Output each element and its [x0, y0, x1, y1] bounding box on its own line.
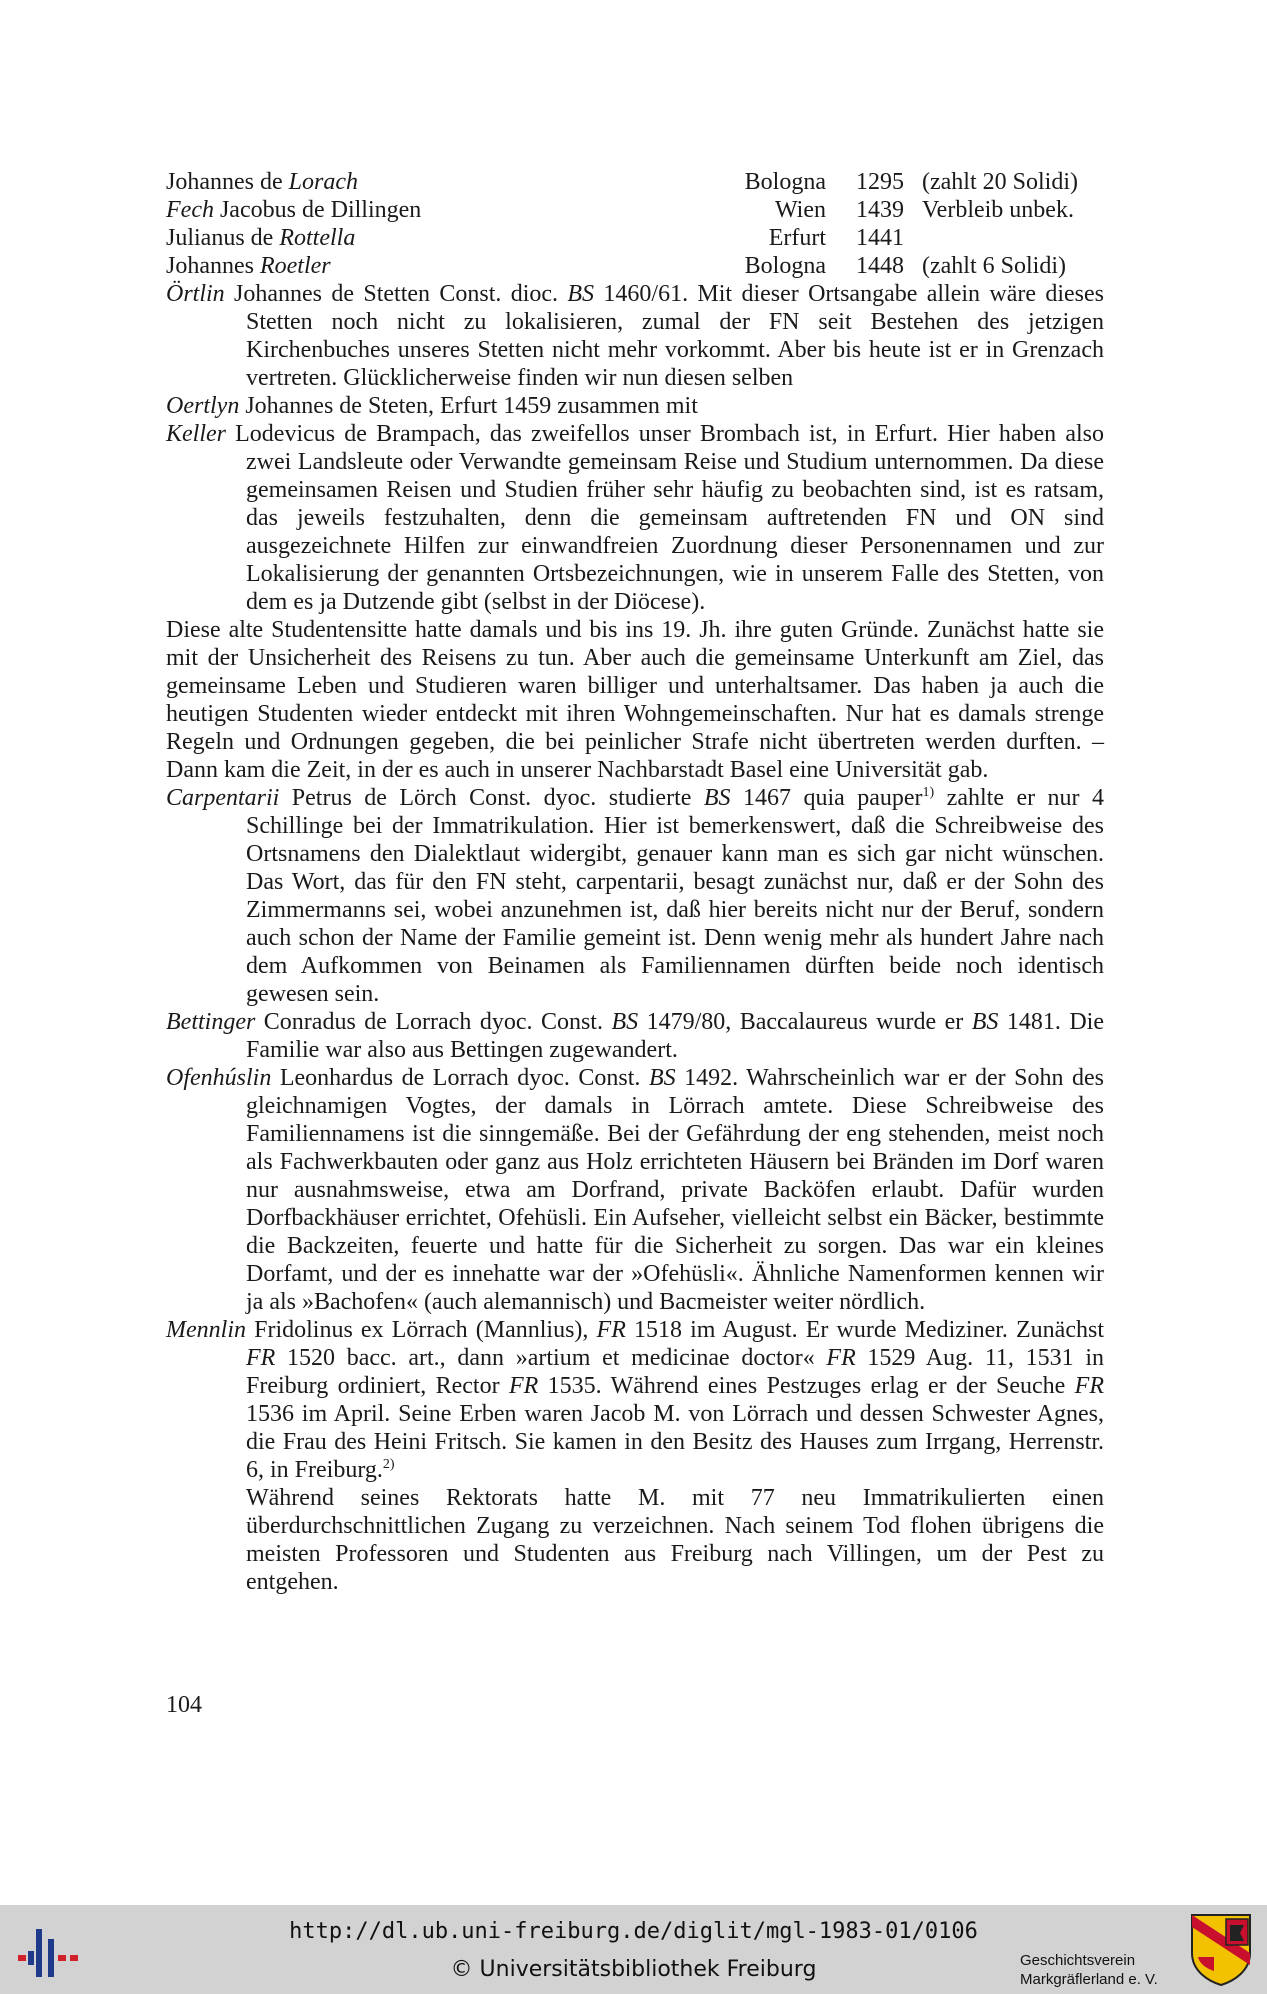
- place-cell: Erfurt: [768, 225, 826, 251]
- coat-of-arms-icon: [1190, 1913, 1252, 1987]
- entry-ofenhuslin: Ofenhúslin Leonhardus de Lorrach dyoc. Const. BS 1492. Wahrscheinlich war er der Sohn des gleichnamigen Vogtes, der damals in Lörrach amtete. Diese Schreibweise des Familiennamens ist die sinngemäße. Bei der Gefährdung der eng stehenden, meist noch als Fachwerkbauten oder ganz aus Holz errichteten Häusern bei Bränden im Dorf waren nur ausnahmsweise, etwa am Dorfrand, private Backöfen erlaubt. Dafür wurden Dorfbackhäuser errichtet, Ofehüsli. Ein Aufseher, vielleicht selbst ein Bäcker, bestimmte die Backzeiten, feuerte und hatte für die Sicherheit zu sorgen. Das war ein kleines Dorfamt, und der es innehatte war der »Ofehüsli«. Ähnliche Namenformen kennen wir ja als »Bachofen« (auch alemannisch) und Bacmeister weiter nördlich.: [166, 1065, 1104, 1315]
- entry-mennlin: Mennlin Fridolinus ex Lörrach (Mannlius), FR 1518 im August. Er wurde Mediziner. Zunächst FR 1520 bacc. art., dann »artium et medicinae doctor« FR 1529 Aug. 11, 1531 in Freiburg ordiniert, Rector FR 1535. Während eines Pestzuges erlag er der Seuche FR 1536 im April. Seine Erben waren Jacob M. von Lörrach und dessen Schwester Agnes, die Frau des Heini Fritsch. Sie kamen in den Besitz des Hauses zum Irrgang, Herrenstr. 6, in Freiburg.$^{2)}$: [166, 1317, 1104, 1483]
- table-row: Johannes de Lorach Bologna 1295 (zahlt 20 Solidi): [166, 169, 1078, 195]
- footer-bar: [0, 1905, 1267, 1994]
- footnote-ref: 1): [922, 785, 935, 800]
- text-body: [166, 168, 1104, 1596]
- note-cell: Verbleib unbek.: [922, 197, 1074, 223]
- entry-oertlyn: Oertlyn Johannes de Steten, Erfurt 1459 zusammen mit: [166, 393, 698, 419]
- note-cell: (zahlt 6 Solidi): [922, 253, 1066, 279]
- note-cell: (zahlt 20 Solidi): [922, 169, 1078, 195]
- year-cell: 1448: [856, 253, 904, 279]
- table-row: Fech Jacobus de Dillingen Wien 1439 Verbleib unbek.: [166, 197, 1074, 223]
- place-cell: Wien: [774, 197, 826, 223]
- entry-bettinger: Bettinger Conradus de Lorrach dyoc. Const. BS 1479/80, Baccalaureus wurde er BS 1481. Die Familie war also aus Bettingen zugewandert.: [166, 1009, 1104, 1063]
- year-cell: 1295: [856, 169, 904, 195]
- place-cell: Bologna: [744, 169, 826, 195]
- entry-mennlin-continued: Während seines Rektorats hatte M. mit 77 neu Immatrikulierten einen überdurchschnittlichen Zugang zu verzeichnen. Nach seinem Tod flohen übrigens die meisten Professoren und Studenten aus Freiburg nach Villingen, um der Pest zu entgehen.: [246, 1485, 1104, 1595]
- table-row: Julianus de Rottella Erfurt 1441: [166, 225, 904, 251]
- year-cell: 1439: [856, 197, 904, 223]
- entry-keller: Keller Lodevicus de Brampach, das zweifellos unser Brombach ist, in Erfurt. Hier haben also zwei Landsleute oder Verwandte gemeinsam Reise und Studium unternommen. Da diese gemeinsamen Reisen und Studien früher sehr häufig zu beobachten sind, ist es ratsam, das jeweils festzuhalten, denn die gemeinsam auftretenden FN und ON sind ausgezeichnete Hilfen zur einwandfreien Zuordnung dieser Personennamen und zur Lokalisierung der genannten Ortsbezeichnungen, wie in unserem Falle des Stetten, von dem es ja Dutzende gibt (selbst in der Diöcese).: [166, 421, 1104, 615]
- place-cell: Bologna: [744, 253, 826, 279]
- source-url-link[interactable]: http://dl.ub.uni-freiburg.de/diglit/mgl-1983-01/0106: [289, 1919, 978, 1944]
- footnote-ref: 2): [382, 1457, 395, 1472]
- year-cell: 1441: [856, 225, 904, 251]
- paragraph: Diese alte Studentensitte hatte damals und bis ins 19. Jh. ihre guten Gründe. Zunächst hatte sie mit der Unsicherheit des Reisens zu tun. Aber auch die gemeinsame Unterkunft am Ziel, das gemeinsame Leben und Studieren waren billiger und unterhaltsamer. Das haben ja auch die heutigen Studenten wieder entdeckt mit ihren Wohngemeinschaften. Nur hat es damals strenge Regeln und Ordnungen gegeben, die bei peinlicher Strafe nicht übertreten werden durften. – Dann kam die Zeit, in der es auch in unserer Nachbarstadt Basel eine Universität gab.: [166, 617, 1104, 783]
- copyright-text: © Universitätsbibliothek Freiburg: [450, 1957, 817, 1982]
- organization-name: Geschichtsverein Markgräflerland e. V.: [1020, 1952, 1158, 1988]
- entry-carpentarii: Carpentarii Petrus de Lörch Const. dyoc. studierte BS 1467 quia pauper$^{1)}$ zahlte er nur 4 Schillinge bei der Immatrikulation. Hier ist bemerkenswert, daß die Schreibweise des Ortsnamens den Dialektlaut widergibt, genauer kann man es sich gar nicht wünschen. Das Wort, das für den FN steht, carpentarii, besagt zunächst nur, daß er der Sohn des Zimmermanns sei, wobei anzunehmen ist, daß hier bereits nicht nur der Beruf, sondern auch schon der Name der Familie gemeint ist. Denn wenig mehr als hundert Jahre nach dem Aufkommen von Beinamen als Familiennamen dürften beide noch identisch gewesen sein.: [166, 785, 1105, 1007]
- entry-oertlin: Örtlin Johannes de Stetten Const. dioc. BS 1460/61. Mit dieser Ortsangabe allein wäre dieses Stetten noch nicht zu lokalisieren, zumal der FN seit Bestehen des jetzigen Kirchenbuches unseres Stetten nicht mehr vorkommt. Aber bis heute ist er in Grenzach vertreten. Glücklicherweise finden wir nun diesen selben: [166, 281, 1104, 391]
- page-number: 104: [166, 1692, 202, 1718]
- table-row: Johannes Roetler Bologna 1448 (zahlt 6 Solidi): [166, 253, 1066, 279]
